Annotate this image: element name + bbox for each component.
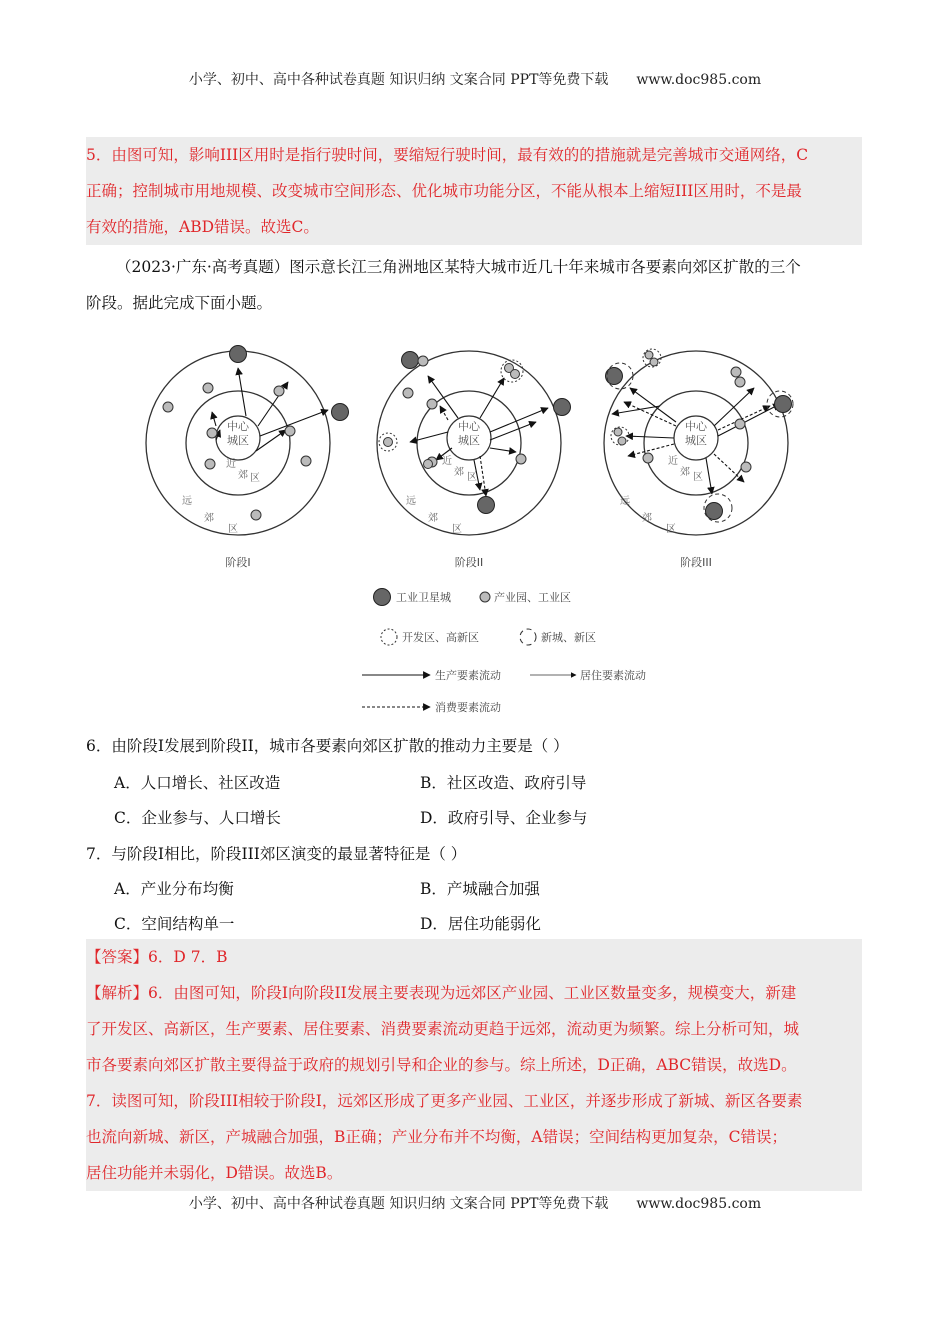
q7-option-b[interactable]: B．产城融合加强: [420, 880, 540, 898]
center-label: 城区: [458, 434, 480, 447]
industrial-park: [731, 367, 741, 377]
industrial-park: [427, 399, 437, 409]
question-6-stem: 6．由阶段I发展到阶段II，城市各要素向郊区扩散的推动力主要是（ ）: [86, 737, 569, 755]
stage-label: 阶段II: [454, 556, 484, 569]
industrial-park: [645, 351, 653, 359]
industrial-park: [643, 453, 653, 463]
far-char: 郊: [428, 513, 438, 524]
far-char: 区: [666, 524, 676, 535]
far-char: 远: [182, 496, 192, 507]
q5-line-3: 有效的措施，ABD错误。故选C。: [86, 218, 319, 236]
analysis-line-1: 【解析】6．由图可知，阶段I向阶段II发展主要表现为远郊区产业园、工业区数量变多，规模变大，新建: [86, 984, 797, 1002]
answer-line: 【答案】6．D 7．B: [86, 948, 228, 966]
industrial-park: [650, 358, 658, 366]
legend: [362, 589, 646, 715]
industrial-park: [205, 459, 215, 469]
page-header: [0, 69, 950, 89]
q7-option-d[interactable]: D．居住功能弱化: [420, 915, 541, 933]
satellite-city: [775, 396, 792, 413]
q6-option-c[interactable]: C．企业参与、人口增长: [114, 809, 281, 827]
near-char: 区: [467, 472, 477, 483]
satellite-city: [606, 368, 623, 385]
industrial-park: [301, 456, 311, 466]
center-label: 中心: [685, 420, 707, 433]
center-label: 中心: [227, 420, 249, 433]
diffusion-diagram: [140, 318, 860, 723]
legend-new-town-label: 新城、新区: [541, 631, 596, 644]
q6-option-b[interactable]: B．社区改造、政府引导: [420, 774, 587, 792]
question-7-stem: 7．与阶段I相比，阶段III郊区演变的最显著特征是（ ）: [86, 845, 467, 863]
satellite-city: [332, 404, 349, 421]
near-char: 近: [442, 456, 452, 467]
q6-option-d[interactable]: D．政府引导、企业参与: [420, 809, 588, 827]
q7-option-c[interactable]: C．空间结构单一: [114, 915, 235, 933]
center-label: 城区: [685, 434, 707, 447]
q5-line-1: 5．由图可知，影响III区用时是指行驶时间，要缩短行驶时间，最有效的的措施就是完善城市交通网络，C: [86, 146, 809, 164]
legend-production-label: 生产要素流动: [435, 669, 501, 682]
legend-residence-label: 居住要素流动: [580, 669, 646, 682]
page-footer: [0, 1193, 950, 1213]
industrial-park: [285, 426, 295, 436]
analysis-line-5: 也流向新城、新区，产城融合加强，B正确；产业分布并不均衡，A错误；空间结构更加复杂，C错误；: [86, 1128, 787, 1146]
far-char: 郊: [204, 513, 214, 524]
intro-line-2: 阶段。据此完成下面小题。: [86, 294, 273, 312]
near-char: 郊: [680, 467, 690, 478]
satellite-city: [402, 352, 419, 369]
legend-dev-zone-symbol: [381, 629, 397, 645]
far-char: 区: [228, 524, 238, 535]
industrial-park: [741, 462, 751, 472]
satellite-city: [478, 497, 495, 514]
legend-satellite-label: 工业卫星城: [396, 591, 451, 604]
legend-park-symbol: [480, 592, 490, 602]
far-char: 区: [452, 524, 462, 535]
far-char: 郊: [642, 513, 652, 524]
intro-line-1: （2023·广东·高考真题）图示意长江三角洲地区某特大城市近几十年来城市各要素向郊区扩散的三个: [116, 258, 801, 276]
industrial-park: [735, 377, 745, 387]
far-char: 远: [620, 496, 630, 507]
industrial-park: [274, 386, 284, 396]
industrial-park: [384, 438, 393, 447]
analysis-line-3: 市各要素向郊区扩散主要得益于政府的规划引导和企业的参与。综上所述，D正确，ABC错误，故选D。: [86, 1056, 797, 1074]
center-label: 中心: [458, 420, 480, 433]
legend-park-label: 产业园、工业区: [494, 591, 571, 604]
stage-label: 阶段I: [225, 556, 251, 569]
industrial-park: [403, 388, 413, 398]
satellite-city: [706, 503, 723, 520]
analysis-line-2: 了开发区、高新区，生产要素、居住要素、消费要素流动更趋于远郊，流动更为频繁。综上分析可知，城: [86, 1020, 800, 1038]
industrial-park: [618, 437, 626, 445]
industrial-park: [251, 510, 261, 520]
industrial-park: [511, 370, 520, 379]
footer-text: 小学、初中、高中各种试卷真题 知识归纳 文案合同 PPT等免费下载: [188, 1196, 609, 1212]
stage-label: 阶段III: [680, 556, 712, 569]
far-char: 远: [406, 496, 416, 507]
q5-line-2: 正确；控制城市用地规模、改变城市空间形态、优化城市功能分区，不能从根本上缩短III区用时，不是最: [86, 182, 802, 200]
near-char: 区: [693, 472, 703, 483]
question-intro: [86, 249, 862, 321]
header-url: www.doc985.com: [636, 72, 762, 88]
stage-1: [146, 346, 349, 570]
near-char: 近: [226, 459, 236, 470]
legend-satellite-symbol: [374, 589, 391, 606]
header-text: 小学、初中、高中各种试卷真题 知识归纳 文案合同 PPT等免费下载: [188, 72, 609, 88]
near-char: 区: [250, 473, 260, 484]
legend-new-town-symbol: [520, 629, 536, 645]
industrial-park: [418, 356, 428, 366]
analysis-line-4: 7．读图可知，阶段III相较于阶段I，远郊区形成了更多产业园、工业区，并逐步形成了新城、新区各要素: [86, 1092, 803, 1110]
industrial-park: [424, 460, 433, 469]
legend-dev-zone-label: 开发区、高新区: [402, 631, 479, 644]
industrial-park: [163, 402, 173, 412]
stage-2: [377, 351, 571, 569]
analysis-line-6: 居住功能并未弱化，D错误。故选B。: [86, 1164, 343, 1182]
stage-3: [604, 349, 793, 569]
industrial-park: [203, 383, 213, 393]
footer-url: www.doc985.com: [636, 1196, 762, 1212]
near-char: 郊: [454, 467, 464, 478]
industrial-park: [207, 428, 217, 438]
q6-option-a[interactable]: A．人口增长、社区改造: [114, 774, 281, 792]
answer-block: [86, 939, 862, 1191]
industrial-park: [735, 419, 745, 429]
center-label: 城区: [227, 434, 249, 447]
q5-explanation: [86, 137, 862, 245]
satellite-city: [230, 346, 247, 363]
industrial-park: [614, 428, 622, 436]
satellite-city: [554, 399, 571, 416]
near-char: 近: [668, 456, 678, 467]
industrial-park: [516, 454, 526, 464]
q7-option-a[interactable]: A．产业分布均衡: [114, 880, 234, 898]
near-char: 郊: [238, 470, 248, 481]
legend-consumption-label: 消费要素流动: [435, 701, 501, 714]
